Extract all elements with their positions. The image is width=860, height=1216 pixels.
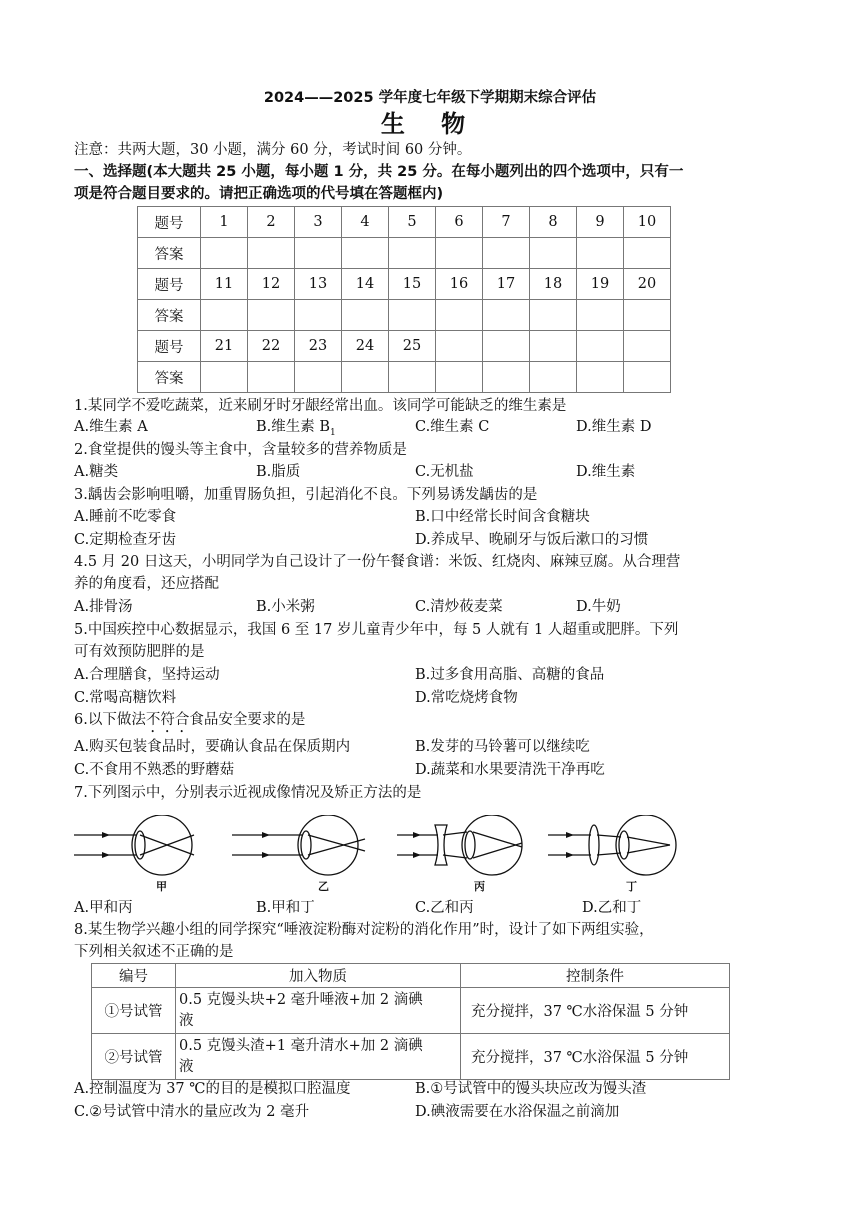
answer-cell[interactable]	[483, 362, 530, 393]
q4-stem-line2: 养的角度看，还应搭配	[74, 576, 219, 592]
answer-cell[interactable]	[577, 300, 624, 331]
answer-table-answer-row	[138, 300, 671, 331]
q6-stem	[74, 710, 305, 736]
q5-option-d[interactable]: D.常吃烧烤食物	[415, 690, 518, 706]
answer-table-number-row	[138, 331, 671, 362]
exam-title: 2024——2025 学年度七年级下学期期末综合评估	[263, 90, 597, 106]
exp-row1-substance-line1: 0.5 克馒头块+2 毫升唾液+加 2 滴碘	[179, 991, 423, 1008]
answer-cell[interactable]	[624, 300, 671, 331]
q5-option-a[interactable]: A.合理膳食，坚持运动	[74, 667, 220, 683]
exp-row2-substance	[176, 1034, 461, 1080]
question-number-cell: 22	[248, 331, 295, 362]
q2-option-a[interactable]: A.糖类	[74, 464, 119, 480]
question-number-cell: 19	[577, 269, 624, 300]
answer-cell[interactable]	[201, 300, 248, 331]
q8-option-d[interactable]: D.碘液需要在水浴保温之前滴加	[415, 1104, 620, 1120]
q7-stem: 7.下列图示中，分别表示近视成像情况及矫正方法的是	[74, 785, 422, 801]
eye-diagram-jia	[74, 815, 204, 880]
exp-row2-substance-line1: 0.5 克馒头渣+1 毫升清水+加 2 滴碘	[179, 1037, 423, 1054]
q8-option-b[interactable]: B.①号试管中的馒头块应改为馒头渣	[415, 1081, 647, 1097]
answer-cell[interactable]	[530, 300, 577, 331]
question-number-cell: 20	[624, 269, 671, 300]
question-number-cell: 9	[577, 207, 624, 238]
eye-label-ding: 丁	[626, 880, 637, 893]
answer-cell[interactable]	[436, 300, 483, 331]
q6-option-c[interactable]: C.不食用不熟悉的野蘑菇	[74, 762, 235, 778]
answer-cell[interactable]	[201, 362, 248, 393]
q1-option-b-subscript: 1	[330, 427, 336, 438]
answer-cell[interactable]	[436, 238, 483, 269]
answer-cell[interactable]	[248, 362, 295, 393]
answer-table-row-label: 题号	[138, 207, 201, 238]
q7-option-b[interactable]: B.甲和丁	[256, 900, 315, 916]
answer-cell[interactable]	[483, 238, 530, 269]
q1-option-a[interactable]: A.维生素 A	[74, 419, 148, 435]
q6-option-a[interactable]: A.购买包装食品时，要确认食品在保质期内	[74, 739, 351, 755]
question-number-cell: 8	[530, 207, 577, 238]
answer-cell[interactable]	[248, 300, 295, 331]
q8-option-c[interactable]: C.②号试管中清水的量应改为 2 毫升	[74, 1104, 310, 1120]
q3-option-a[interactable]: A.睡前不吃零食	[74, 509, 177, 525]
answer-cell[interactable]	[201, 238, 248, 269]
eye-diagram-bing	[397, 815, 532, 880]
question-number-cell: 15	[389, 269, 436, 300]
q7-option-a[interactable]: A.甲和丙	[74, 900, 133, 916]
question-number-cell: 23	[295, 331, 342, 362]
question-number-cell: 2	[248, 207, 295, 238]
exp-row2-condition: 充分搅拌，37 ℃水浴保温 5 分钟	[461, 1034, 730, 1080]
question-number-cell: 3	[295, 207, 342, 238]
answer-cell[interactable]	[436, 362, 483, 393]
exp-header-id: 编号	[92, 964, 176, 988]
answer-cell[interactable]	[342, 300, 389, 331]
q8-stem-line1: 8.某生物学兴趣小组的同学探究“唾液淀粉酶对淀粉的消化作用”时，设计了如下两组实验，	[74, 922, 654, 938]
q7-option-c[interactable]: C.乙和丙	[415, 900, 474, 916]
experiment-table	[91, 963, 730, 1080]
answer-cell[interactable]	[389, 362, 436, 393]
exp-row1-substance	[176, 988, 461, 1034]
q1-stem: 1.某同学不爱吃蔬菜，近来刷牙时牙龈经常出血。该同学可能缺乏的维生素是	[74, 398, 567, 414]
exam-notice: 注意：共两大题，30 小题，满分 60 分，考试时间 60 分钟。	[74, 142, 472, 158]
q4-option-d[interactable]: D.牛奶	[576, 599, 621, 615]
table-row	[92, 1034, 730, 1080]
answer-cell[interactable]	[624, 238, 671, 269]
question-number-cell: 1	[201, 207, 248, 238]
q6-option-b[interactable]: B.发芽的马铃薯可以继续吃	[415, 739, 590, 755]
q8-stem-line2: 下列相关叙述不正确的是	[74, 944, 234, 960]
question-number-cell	[436, 331, 483, 362]
q3-option-c[interactable]: C.定期检查牙齿	[74, 532, 177, 548]
q1-option-d[interactable]: D.维生素 D	[576, 419, 652, 435]
question-number-cell: 18	[530, 269, 577, 300]
answer-table-answer-row	[138, 362, 671, 393]
answer-table	[137, 206, 671, 393]
question-number-cell: 16	[436, 269, 483, 300]
q5-option-c[interactable]: C.常喝高糖饮料	[74, 690, 177, 706]
eye-label-bing: 丙	[474, 880, 485, 893]
q4-option-a[interactable]: A.排骨汤	[74, 599, 133, 615]
answer-cell[interactable]	[342, 238, 389, 269]
question-number-cell	[577, 331, 624, 362]
question-number-cell: 12	[248, 269, 295, 300]
answer-table-answer-row	[138, 238, 671, 269]
q2-option-d[interactable]: D.维生素	[576, 464, 636, 480]
q1-option-c[interactable]: C.维生素 C	[415, 419, 490, 435]
answer-table-row-label: 答案	[138, 300, 201, 331]
answer-cell[interactable]	[530, 362, 577, 393]
question-number-cell: 13	[295, 269, 342, 300]
q5-option-b[interactable]: B.过多食用高脂、高糖的食品	[415, 667, 605, 683]
q7-option-d[interactable]: D.乙和丁	[582, 900, 642, 916]
answer-cell[interactable]	[389, 238, 436, 269]
exp-row2-substance-line2: 液	[179, 1058, 194, 1075]
table-row	[92, 988, 730, 1034]
question-number-cell: 10	[624, 207, 671, 238]
q8-option-a[interactable]: A.控制温度为 37 ℃的目的是模拟口腔温度	[74, 1081, 351, 1097]
answer-table-row-label: 答案	[138, 238, 201, 269]
q4-stem-line1: 4.5 月 20 日这天，小明同学为自己设计了一份午餐食谱：米饭、红烧肉、麻辣豆腐。从合理营	[74, 554, 681, 570]
answer-cell[interactable]	[295, 300, 342, 331]
q3-option-d[interactable]: D.养成早、晚刷牙与饭后漱口的习惯	[415, 532, 649, 548]
answer-cell[interactable]	[389, 300, 436, 331]
answer-cell[interactable]	[342, 362, 389, 393]
eye-diagram-yi	[232, 815, 372, 880]
answer-cell[interactable]	[248, 238, 295, 269]
answer-table-number-row	[138, 269, 671, 300]
question-number-cell: 5	[389, 207, 436, 238]
exp-row1-id: ①号试管	[92, 988, 176, 1034]
answer-table-row-label: 题号	[138, 269, 201, 300]
answer-cell[interactable]	[624, 362, 671, 393]
q2-option-b[interactable]: B.脂质	[256, 464, 301, 480]
q3-option-b[interactable]: B.口中经常长时间含食糖块	[415, 509, 590, 525]
question-number-cell	[624, 331, 671, 362]
subject-title: 生 物	[380, 110, 480, 138]
exp-header-condition: 控制条件	[461, 964, 730, 988]
question-number-cell: 7	[483, 207, 530, 238]
answer-table-number-row	[138, 207, 671, 238]
question-number-cell	[530, 331, 577, 362]
answer-cell[interactable]	[295, 238, 342, 269]
eye-diagram-ding	[548, 815, 688, 880]
answer-cell[interactable]	[577, 362, 624, 393]
answer-table-row-label: 题号	[138, 331, 201, 362]
question-number-cell: 4	[342, 207, 389, 238]
question-number-cell: 17	[483, 269, 530, 300]
section1-heading-line2: 项是符合题目要求的。请把正确选项的代号填在答题框内)	[74, 186, 444, 202]
exp-row1-condition: 充分搅拌，37 ℃水浴保温 5 分钟	[461, 988, 730, 1034]
exp-header-substance: 加入物质	[176, 964, 461, 988]
q1-option-b[interactable]	[256, 417, 336, 443]
question-number-cell: 24	[342, 331, 389, 362]
q6-option-d[interactable]: D.蔬菜和水果要清洗干净再吃	[415, 762, 605, 778]
q6-stem-pre: 6.以下做法	[74, 712, 146, 728]
q2-option-c[interactable]: C.无机盐	[415, 464, 474, 480]
q5-stem-line1: 5.中国疾控中心数据显示，我国 6 至 17 岁儿童青少年中，每 5 人就有 1 人超重或肥胖。下列	[74, 622, 679, 638]
answer-cell[interactable]	[295, 362, 342, 393]
q4-option-c[interactable]: C.清炒莜麦菜	[415, 599, 503, 615]
question-number-cell: 6	[436, 207, 483, 238]
question-number-cell: 25	[389, 331, 436, 362]
question-number-cell: 14	[342, 269, 389, 300]
q5-stem-line2: 可有效预防肥胖的是	[74, 644, 205, 660]
answer-cell[interactable]	[577, 238, 624, 269]
exp-row2-id: ②号试管	[92, 1034, 176, 1080]
q6-stem-emphasis: 不符合	[145, 712, 190, 728]
q2-stem: 2.食堂提供的馒头等主食中，含量较多的营养物质是	[74, 442, 407, 458]
answer-cell[interactable]	[530, 238, 577, 269]
answer-table-row-label: 答案	[138, 362, 201, 393]
question-number-cell: 11	[201, 269, 248, 300]
answer-cell[interactable]	[483, 300, 530, 331]
question-number-cell: 21	[201, 331, 248, 362]
exp-row1-substance-line2: 液	[179, 1012, 194, 1029]
q1-option-b-text: B.维生素 B	[256, 419, 331, 435]
q4-option-b[interactable]: B.小米粥	[256, 599, 315, 615]
question-number-cell	[483, 331, 530, 362]
section1-heading-line1: 一、选择题(本大题共 25 小题，每小题 1 分，共 25 分。在每小题列出的四个选项中，只有一	[74, 164, 684, 180]
q6-stem-post: 食品安全要求的是	[189, 712, 306, 728]
eye-label-jia: 甲	[156, 880, 167, 893]
eye-label-yi: 乙	[318, 880, 329, 893]
q3-stem: 3.龋齿会影响咀嚼，加重胃肠负担，引起消化不良。下列易诱发龋齿的是	[74, 487, 538, 503]
